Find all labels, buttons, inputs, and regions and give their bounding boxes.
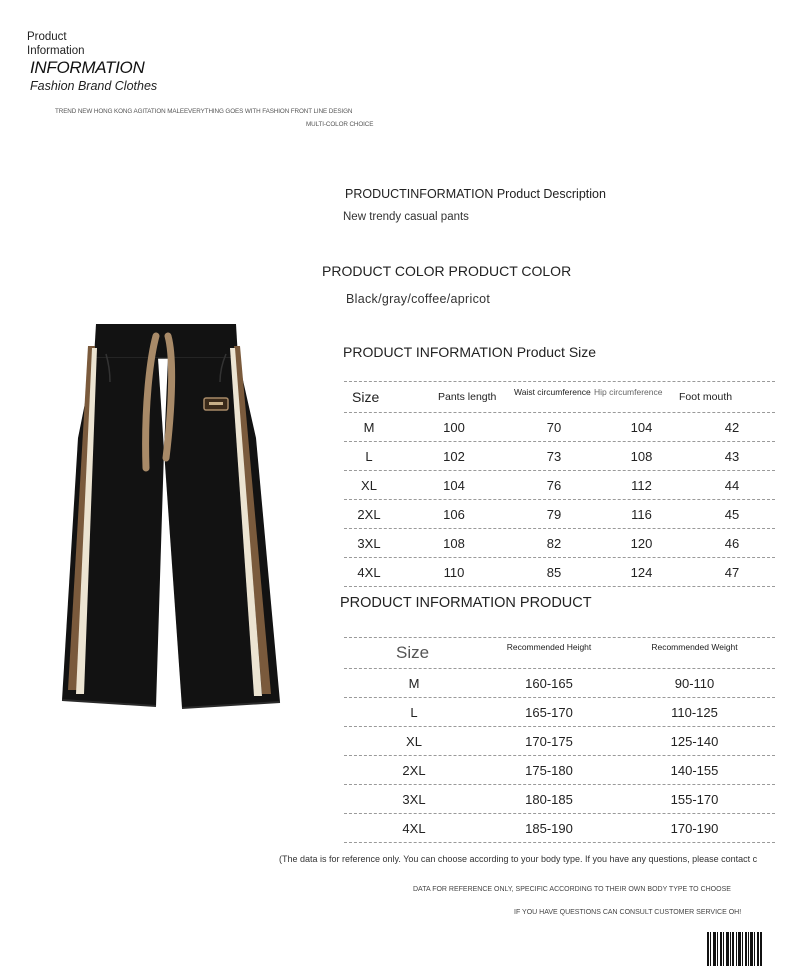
length-cell: 110 [443, 564, 465, 580]
hip-cell: 112 [631, 477, 652, 493]
recommend-table [344, 637, 775, 843]
table-row [344, 413, 775, 442]
footer-line-data: DATA FOR REFERENCE ONLY, SPECIFIC ACCORDING TO THEIR OWN BODY TYPE TO CHOOSE [413, 886, 731, 893]
foot-cell: 46 [724, 535, 740, 551]
table-row [344, 814, 775, 843]
length-cell: 104 [443, 477, 465, 493]
size-cell: 4XL [357, 564, 381, 580]
header-small-title: Product Information [27, 31, 85, 57]
header-pants-length: Pants length [438, 391, 497, 403]
table-row [344, 442, 775, 471]
size-table-title: PRODUCT INFORMATION Product Size [343, 344, 597, 360]
table-row [344, 785, 775, 814]
table-row [344, 471, 775, 500]
header-size: Size [352, 389, 380, 405]
foot-cell: 47 [724, 564, 740, 580]
size-cell: XL [406, 733, 422, 749]
waist-cell: 82 [546, 535, 562, 551]
header-tagline: TREND NEW HONG KONG AGITATION MALEEVERYTHING GOES WITH FASHION FRONT LINE DESIGN [55, 108, 353, 115]
hip-cell: 108 [630, 448, 653, 464]
size-table [344, 381, 775, 587]
waist-cell: 76 [546, 477, 562, 493]
length-cell: 102 [443, 448, 465, 464]
hip-cell: 104 [630, 419, 653, 435]
size-cell: 4XL [402, 820, 426, 836]
size-cell: 2XL [357, 506, 381, 522]
header-weight: Recommended Weight [651, 642, 738, 652]
hip-cell: 124 [630, 564, 653, 580]
reference-note: (The data is for reference only. You can choose according to your body type. If you have any questions, please contact c [279, 854, 758, 864]
weight-cell: 90-110 [674, 675, 715, 691]
size-table-header [344, 381, 775, 413]
length-cell: 106 [443, 506, 465, 522]
header-subtitle: Fashion Brand Clothes [30, 79, 158, 93]
barcode-icon [707, 932, 762, 966]
waist-cell: 73 [546, 448, 562, 464]
color-title: PRODUCT COLOR PRODUCT COLOR [322, 263, 572, 279]
waist-cell: 79 [546, 506, 562, 522]
hip-cell: 120 [630, 535, 653, 551]
table-row [344, 558, 775, 587]
weight-cell: 155-170 [670, 791, 719, 807]
foot-cell: 44 [724, 477, 740, 493]
table-row [344, 529, 775, 558]
waist-cell: 70 [546, 419, 562, 435]
foot-cell: 45 [724, 506, 740, 522]
size-cell: L [410, 704, 418, 720]
description-title: PRODUCTINFORMATION Product Description [345, 187, 606, 201]
hip-cell: 116 [631, 506, 652, 522]
table-row [344, 727, 775, 756]
length-cell: 100 [443, 419, 465, 435]
size-cell: XL [361, 477, 377, 493]
height-cell: 165-170 [525, 704, 573, 720]
weight-cell: 125-140 [670, 733, 719, 749]
height-cell: 160-165 [525, 675, 573, 691]
weight-cell: 140-155 [670, 762, 719, 778]
height-cell: 180-185 [525, 791, 573, 807]
size-cell: 3XL [402, 791, 426, 807]
header-height: Recommended Height [506, 642, 592, 652]
header-big-title: INFORMATION [30, 58, 145, 77]
table-row [344, 669, 775, 698]
table-row [344, 500, 775, 529]
header-tagline-choice: MULTI-COLOR CHOICE [306, 121, 374, 128]
recommend-table-title: PRODUCT INFORMATION PRODUCT [340, 595, 592, 611]
height-cell: 175-180 [525, 762, 573, 778]
weight-cell: 110-125 [671, 704, 718, 720]
description-text: New trendy casual pants [343, 211, 469, 223]
color-text: Black/gray/coffee/apricot [346, 292, 491, 306]
table-row [344, 756, 775, 785]
table-row [344, 698, 775, 727]
size-cell: M [408, 675, 420, 691]
footer-line-service: IF YOU HAVE QUESTIONS CAN CONSULT CUSTOMER SERVICE OH! [514, 909, 742, 916]
size-cell: L [365, 448, 373, 464]
header-hip: Hip circumference [594, 387, 663, 397]
weight-cell: 170-190 [670, 820, 719, 836]
foot-cell: 43 [724, 448, 740, 464]
height-cell: 185-190 [525, 820, 573, 836]
size-cell: 2XL [402, 762, 426, 778]
header-size: Size [396, 643, 430, 662]
pants-product-image [48, 318, 288, 718]
header-foot-mouth: Foot mouth [679, 391, 733, 403]
recommend-table-header [344, 637, 775, 669]
foot-cell: 42 [724, 419, 740, 435]
height-cell: 170-175 [525, 733, 573, 749]
size-cell: 3XL [357, 535, 381, 551]
length-cell: 108 [443, 535, 465, 551]
size-cell: M [363, 419, 375, 435]
header-waist: Waist circumference [514, 387, 591, 397]
waist-cell: 85 [546, 564, 562, 580]
